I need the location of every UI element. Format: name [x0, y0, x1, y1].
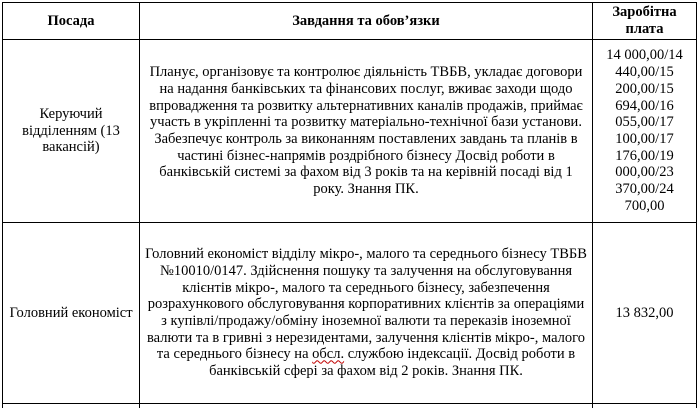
salary-cell [593, 40, 697, 223]
table-row [3, 223, 697, 404]
salary-line: 200,00/15 [615, 80, 674, 97]
salary-line: 100,00/17 [615, 131, 674, 147]
duties-text: Головний економіст відділу мікро-, малого та середнього бізнесу ТВБВ №10010/0147. Здійснення пошуку та залучення на обслуговування клієнтів мікро-, малого та середнього бізнесу, забезпечення розрахункового обслуговування корпоративних клієнтів за операціями з купівлі/продажу/обміну іноземної валюти та переказів іноземної валюти та в гривні з нерезидентами, залучення клієнтів мікро-, малого та середнього бізнесу на [145, 246, 587, 363]
header-row [3, 3, 697, 40]
salary-line: 000,00/23 [615, 164, 674, 181]
salary-line: 14 000,00/14 [606, 47, 683, 64]
table-row-partial [3, 404, 697, 409]
duties-cell: Планує, організовує та контролює діяльність ТВБВ, укладає договори на надання банківських та фінансових послуг, вживає заходи щодо впровадження та розвитку альтернативних каналів продажів, приймає участь в укріпленні та розвитку матеріально-технічної бази установи. Забезпечує контроль за виконанням поставлених завдань та планів в частині бізнес-напрямів роздрібного бізнесу Досвід роботи в банківській системі за фахом від 3 років та на керівній посаді від 1 року. Знання ПК. [140, 40, 593, 223]
salary-line: 700,00 [624, 197, 665, 214]
header-duties: Завдання та обов’язки [140, 3, 593, 40]
position-cell: Керуючий відділенням (13 вакансій) [3, 40, 140, 223]
vacancy-table [2, 2, 697, 408]
salary-line: 694,00/16 [615, 97, 674, 114]
table-row [3, 40, 697, 223]
spellcheck-marked-word: обсл. [312, 346, 345, 363]
salary-line: 055,00/17 [615, 114, 674, 131]
salary-line: 440,00/15 [615, 64, 674, 81]
duties-cell [140, 223, 593, 404]
salary-line: 370,00/24 [615, 181, 674, 198]
position-cell: Головний економіст [3, 223, 140, 404]
header-salary: Заробітна плата [593, 3, 697, 40]
salary-cell: 13 832,00 [593, 223, 697, 404]
salary-line: 176,00/19 [615, 147, 674, 164]
header-position: Посада [3, 3, 140, 40]
duties-text: службою індексації. Досвід роботи в банківській сфері за фахом від 2 років. Знання ПК. [209, 346, 576, 380]
